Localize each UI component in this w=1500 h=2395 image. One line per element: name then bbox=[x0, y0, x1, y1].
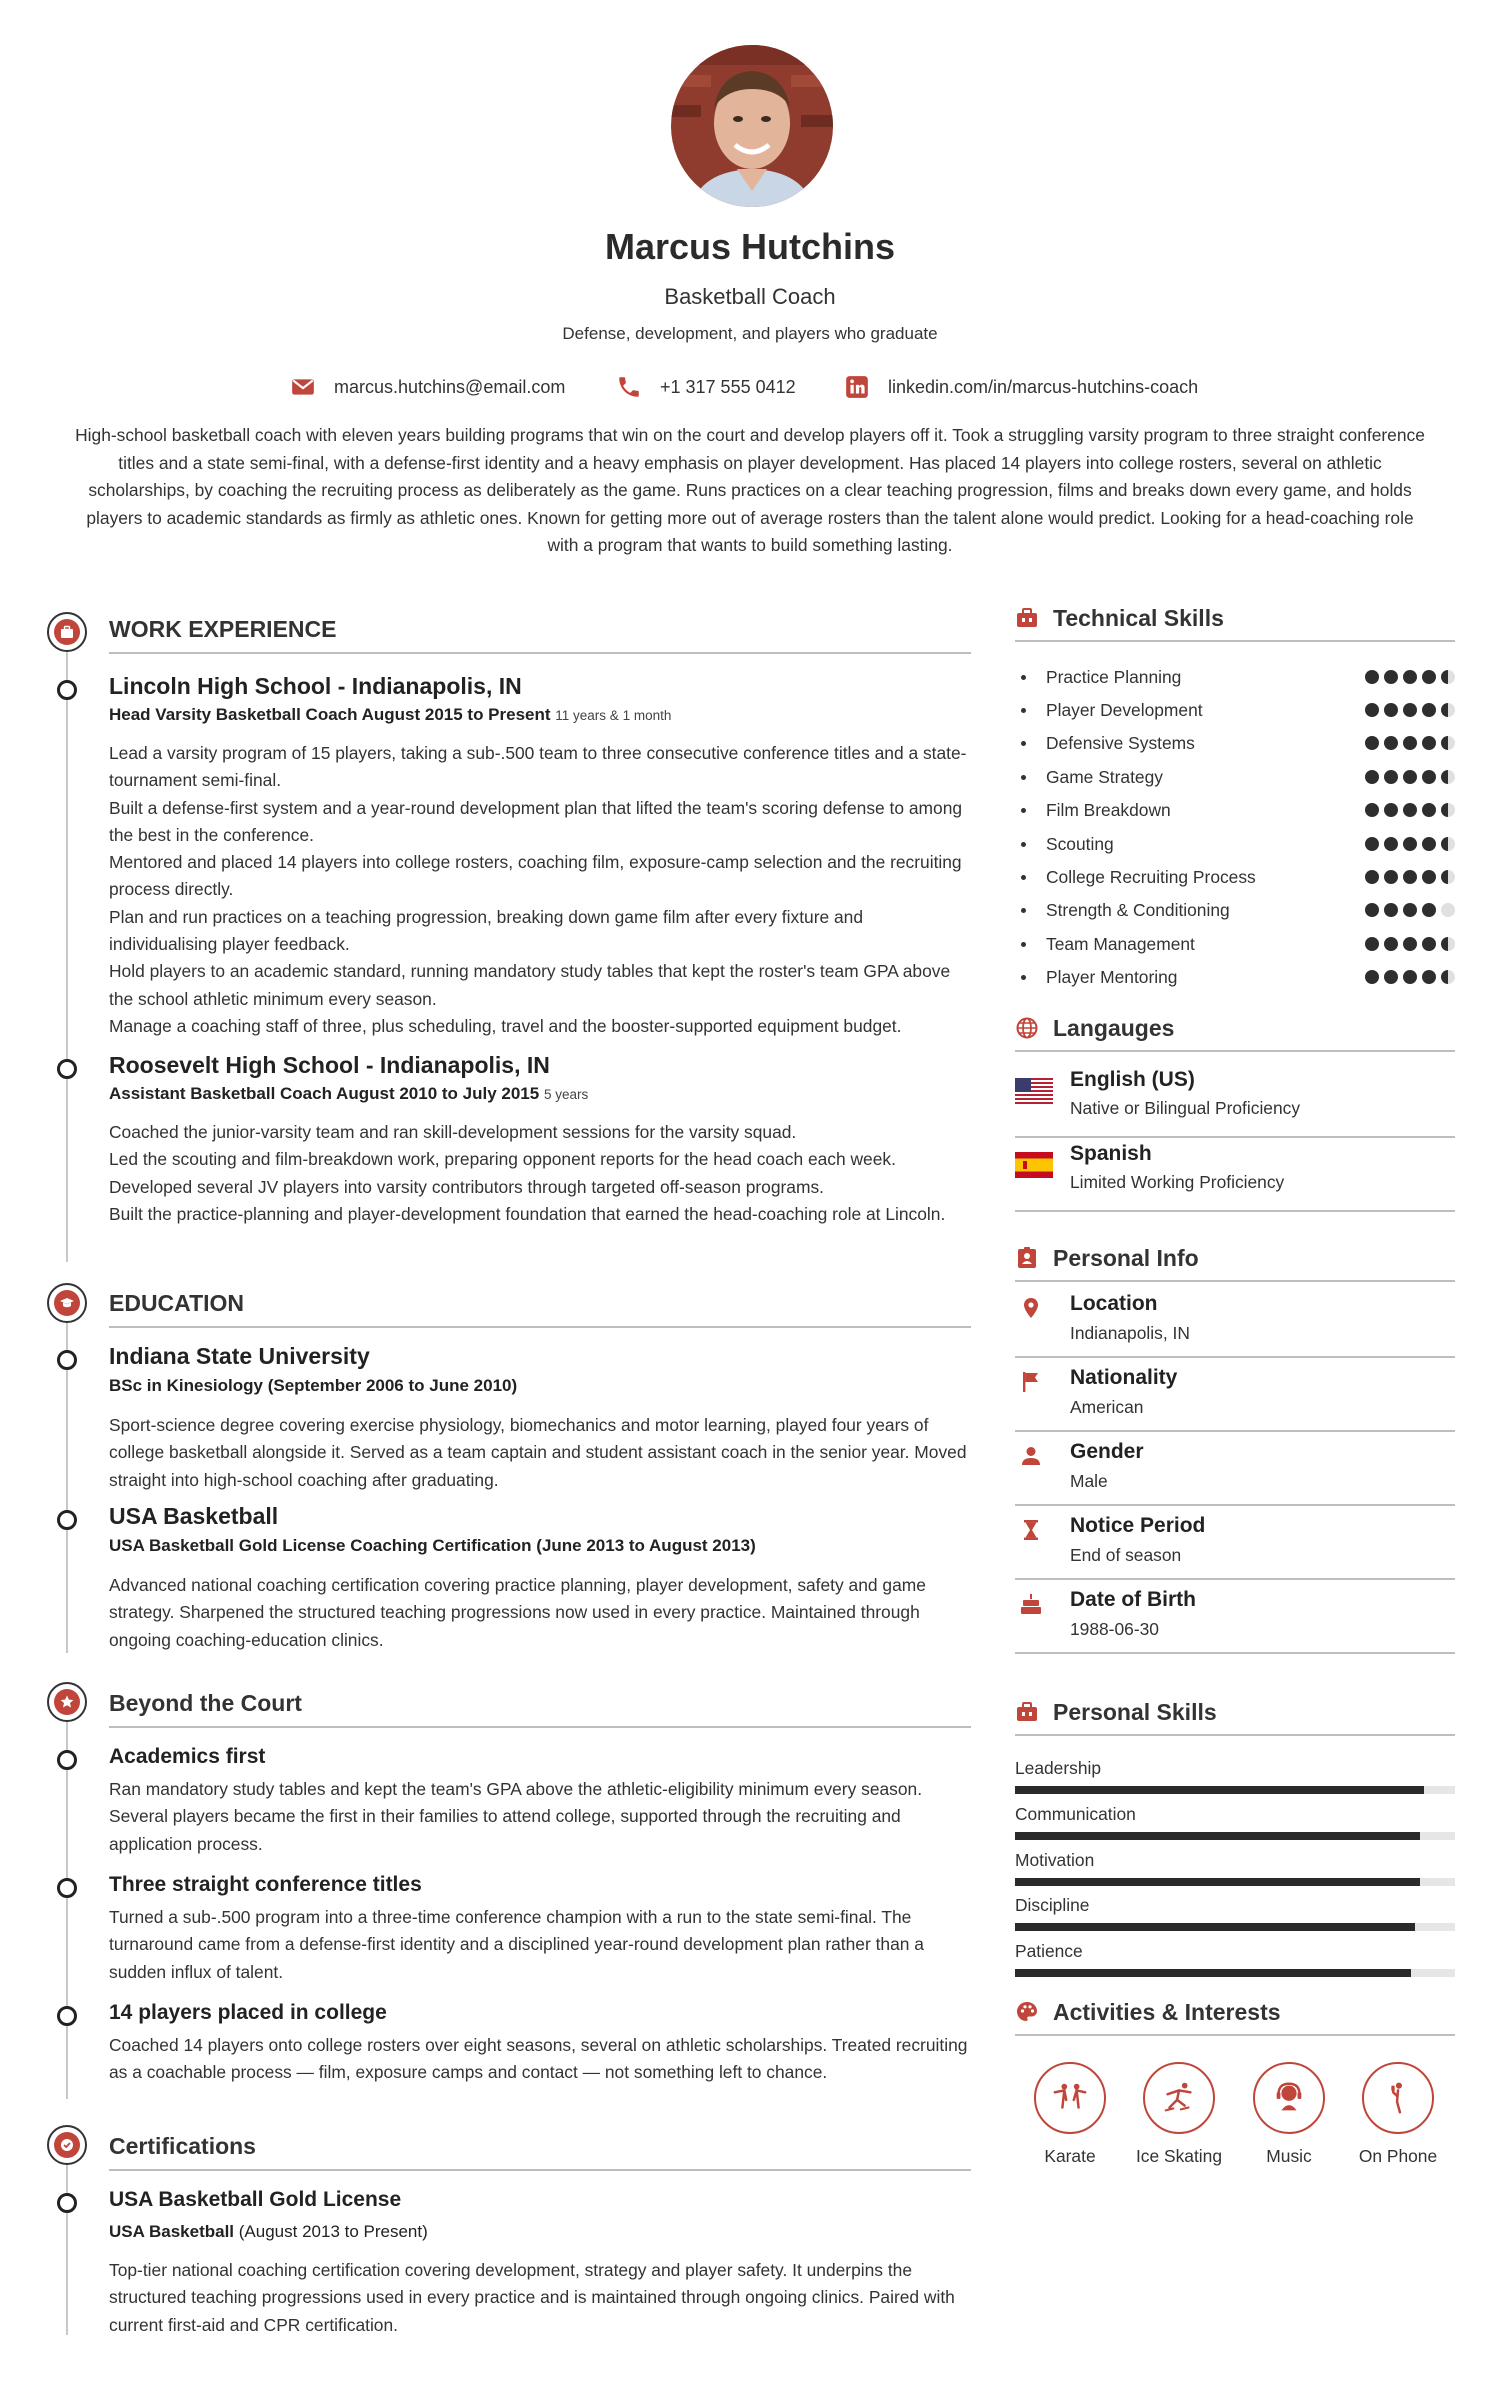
rating-dot bbox=[1365, 970, 1379, 984]
skill-rating bbox=[1360, 937, 1455, 951]
briefcase-icon bbox=[59, 624, 75, 640]
personal-skill-name: Communication bbox=[1015, 1804, 1136, 1824]
activity-label: Ice Skating bbox=[1135, 2146, 1223, 2166]
phone-contact[interactable] bbox=[616, 372, 796, 402]
rating-dot bbox=[1403, 870, 1417, 884]
list-item: Led the scouting and film-breakdown work, preparing opponent reports for the head coach each week. bbox=[109, 1149, 896, 1170]
rating-dot bbox=[1403, 903, 1417, 917]
rating-dot bbox=[1422, 703, 1436, 717]
education-section-icon bbox=[47, 1283, 87, 1323]
activity-label: Music bbox=[1266, 2146, 1312, 2166]
skill-fill bbox=[1015, 1832, 1420, 1840]
rating-dot bbox=[1365, 703, 1379, 717]
personal-skill-name: Discipline bbox=[1015, 1895, 1090, 1915]
rating-dot bbox=[1365, 837, 1379, 851]
skill-rating bbox=[1360, 770, 1455, 784]
location-pin-icon bbox=[1019, 1296, 1043, 1320]
tagline: Defense, development, and players who graduate bbox=[562, 324, 938, 343]
info-label: Notice Period bbox=[1070, 1514, 1206, 1537]
rating-dot bbox=[1384, 870, 1398, 884]
education-sub-usab: USA Basketball Gold License Coaching Certification (June 2013 to August 2013) bbox=[109, 1536, 756, 1555]
activity-label: Karate bbox=[1044, 2146, 1096, 2166]
personal-skill bbox=[1015, 1895, 1455, 1935]
timeline-dot bbox=[57, 1510, 77, 1530]
personal-info-item bbox=[1015, 1432, 1455, 1506]
activity-item bbox=[1234, 2062, 1344, 2167]
linkedin-icon bbox=[844, 374, 870, 400]
timeline-dot bbox=[57, 680, 77, 700]
rating-dot bbox=[1403, 703, 1417, 717]
personal-skill-name: Motivation bbox=[1015, 1850, 1095, 1870]
rating-dot bbox=[1422, 970, 1436, 984]
globe-icon bbox=[1015, 1016, 1039, 1040]
cert-body: Top-tier national coaching certification covering development, strategy and player safety. It underpins the structured teaching progressions used in every practice and is maintained through ongoing clinics. Paired with current first-aid and CPR certification. bbox=[109, 2260, 955, 2335]
music-icon bbox=[1270, 2079, 1308, 2117]
work-section-icon bbox=[47, 612, 87, 652]
cert-title: USA Basketball Gold License bbox=[109, 2188, 402, 2211]
rating-dot bbox=[1441, 870, 1455, 884]
job-role-text: Head Varsity Basketball Coach August 2015 to Present bbox=[109, 705, 551, 724]
list-item: Hold players to an academic standard, running mandatory study tables that kept the roster's team GPA above the school athletic minimum every season. bbox=[109, 961, 951, 1009]
email-contact[interactable] bbox=[290, 372, 565, 402]
certifications-section-icon bbox=[47, 2125, 87, 2165]
job-role-lincoln bbox=[109, 705, 969, 725]
personal-info-item bbox=[1015, 1506, 1455, 1580]
technical-skills-heading bbox=[1015, 602, 1455, 642]
bullet bbox=[1021, 875, 1026, 880]
beyond-title-titles: Three straight conference titles bbox=[109, 1873, 422, 1896]
rating-dot bbox=[1422, 736, 1436, 750]
rating-dot bbox=[1365, 736, 1379, 750]
palette-icon bbox=[1015, 2000, 1039, 2024]
toolbox-icon bbox=[1015, 1700, 1039, 1724]
rating-dot bbox=[1441, 703, 1455, 717]
rating-dot bbox=[1441, 937, 1455, 951]
list-item: Coached the junior-varsity team and ran skill-development sessions for the varsity squad. bbox=[109, 1122, 797, 1142]
skill-track bbox=[1015, 1832, 1455, 1840]
timeline-dot bbox=[57, 1059, 77, 1079]
job-bullets-roosevelt bbox=[109, 1119, 971, 1228]
skill-name: Player Development bbox=[1046, 699, 1203, 720]
timeline-dot bbox=[57, 1350, 77, 1370]
rating-dot bbox=[1365, 870, 1379, 884]
skill-track bbox=[1015, 1878, 1455, 1886]
rating-dot bbox=[1441, 903, 1455, 917]
rating-dot bbox=[1403, 670, 1417, 684]
rating-dot bbox=[1365, 770, 1379, 784]
rating-dot bbox=[1441, 837, 1455, 851]
education-body-isu: Sport-science degree covering exercise physiology, biomechanics and motor learning, played four years of college basketball alongside it. Served as a team captain and student assistant coach in the senior year. Moved straight into high-school coaching after graduating. bbox=[109, 1415, 967, 1490]
bullet bbox=[1021, 975, 1026, 980]
skill-name: Practice Planning bbox=[1046, 666, 1182, 687]
skill-fill bbox=[1015, 1969, 1411, 1977]
personal-info-item bbox=[1015, 1580, 1455, 1654]
person-icon bbox=[1019, 1444, 1043, 1468]
rating-dot bbox=[1365, 903, 1379, 917]
phone-text[interactable]: +1 317 555 0412 bbox=[660, 376, 796, 397]
languages-title: Langauges bbox=[1053, 1014, 1175, 1041]
profile-summary: High-school basketball coach with eleven years building programs that win on the court and develop players off it. Took a struggling varsity program to three straight conference titles and a state semi-final, with a defense-first identity and a heavy emphasis on player development. Has placed 14 players into college rosters, several on athletic scholarships, by coaching the recruiting process as deliberately as the game. Runs practices on a clear teaching progression, films and breaks down every game, and holds players to academic standards as firmly as athletic ones. Known for getting more out of average rosters than the talent alone would predict. Looking for a head-coaching role with a program that wants to build something lasting. bbox=[75, 425, 1425, 555]
education-heading: EDUCATION bbox=[109, 1290, 971, 1328]
rating-dot bbox=[1384, 736, 1398, 750]
avatar bbox=[671, 45, 833, 207]
rating-dot bbox=[1403, 970, 1417, 984]
email-icon bbox=[290, 374, 316, 400]
list-item: Built a defense-first system and a year-round development plan that lifted the team's scoring defense to among the best in the conference. bbox=[109, 797, 963, 845]
beyond-body-titles: Turned a sub-.500 program into a three-time conference champion with a run to the state semi-final. The turnaround came from a defense-first identity and a disciplined year-round development plan rather than a sudden influx of talent. bbox=[109, 1907, 924, 1982]
activity-item bbox=[1343, 2062, 1453, 2167]
list-item: Lead a varsity program of 15 players, taking a sub-.500 team to three consecutive conference titles and a state-tournament semi-final. bbox=[109, 743, 967, 791]
bullet bbox=[1021, 741, 1026, 746]
rating-dot bbox=[1441, 970, 1455, 984]
skill-name: Strength & Conditioning bbox=[1046, 899, 1230, 920]
activity-item bbox=[1015, 2062, 1125, 2167]
personal-info-item bbox=[1015, 1358, 1455, 1432]
list-item bbox=[1015, 732, 1455, 754]
rating-dot bbox=[1422, 870, 1436, 884]
rating-dot bbox=[1384, 937, 1398, 951]
list-item bbox=[1015, 866, 1455, 888]
job-duration: 5 years bbox=[543, 1087, 589, 1102]
activities-heading bbox=[1015, 1996, 1455, 2036]
rating-dot bbox=[1365, 803, 1379, 817]
skill-rating bbox=[1360, 703, 1455, 717]
skill-track bbox=[1015, 1786, 1455, 1794]
bullet bbox=[1021, 808, 1026, 813]
language-level: Native or Bilingual Proficiency bbox=[1070, 1098, 1301, 1118]
id-badge-icon bbox=[1015, 1246, 1039, 1270]
karate-icon bbox=[1051, 2079, 1089, 2117]
skill-rating bbox=[1360, 970, 1455, 984]
education-title-isu: Indiana State University bbox=[109, 1343, 370, 1369]
beyond-body-college: Coached 14 players onto college rosters over eight seasons, several on athletic scholarships. Treated recruiting as a coachable process — film, exposure camps and contact — not something left to chance. bbox=[109, 2035, 968, 2083]
language-name: English (US) bbox=[1070, 1068, 1195, 1091]
rating-dot bbox=[1422, 770, 1436, 784]
bullet bbox=[1021, 708, 1026, 713]
skill-name: Game Strategy bbox=[1046, 766, 1163, 787]
language-name: Spanish bbox=[1070, 1142, 1152, 1165]
bullet bbox=[1021, 775, 1026, 780]
certificate-badge-icon bbox=[59, 2137, 75, 2153]
spain-flag-icon bbox=[1015, 1152, 1053, 1178]
rating-dot bbox=[1365, 670, 1379, 684]
phone-icon bbox=[616, 374, 642, 400]
job-title: Basketball Coach bbox=[664, 284, 836, 309]
list-item bbox=[1015, 899, 1455, 921]
rating-dot bbox=[1384, 837, 1398, 851]
info-value: Male bbox=[1070, 1471, 1108, 1491]
job-duration: 11 years & 1 month bbox=[555, 708, 672, 723]
rating-dot bbox=[1441, 736, 1455, 750]
rating-dot bbox=[1384, 703, 1398, 717]
skill-rating bbox=[1360, 903, 1455, 917]
cert-issuer-line bbox=[109, 2222, 969, 2242]
certifications-heading: Certifications bbox=[109, 2133, 971, 2171]
rating-dot bbox=[1441, 670, 1455, 684]
job-role-roosevelt bbox=[109, 1084, 969, 1104]
personal-skill bbox=[1015, 1758, 1455, 1798]
skill-track bbox=[1015, 1969, 1455, 1977]
list-item: Mentored and placed 14 players into college rosters, coaching film, exposure-camp selection and the recruiting process directly. bbox=[109, 852, 962, 900]
skill-rating bbox=[1360, 736, 1455, 750]
list-item: Manage a coaching staff of three, plus scheduling, travel and the booster-supported equipment budget. bbox=[109, 1015, 902, 1036]
rating-dot bbox=[1384, 770, 1398, 784]
personal-info-item bbox=[1015, 1284, 1455, 1358]
rating-dot bbox=[1422, 937, 1436, 951]
ice-skating-icon bbox=[1160, 2079, 1198, 2117]
timeline-dot bbox=[57, 1878, 77, 1898]
cake-icon bbox=[1019, 1592, 1043, 1616]
list-item bbox=[1015, 833, 1455, 855]
activities-title: Activities & Interests bbox=[1053, 1998, 1281, 2025]
rating-dot bbox=[1403, 803, 1417, 817]
rating-dot bbox=[1384, 970, 1398, 984]
personal-info-heading bbox=[1015, 1242, 1455, 1282]
timeline-line bbox=[66, 632, 68, 1262]
rating-dot bbox=[1403, 770, 1417, 784]
bullet bbox=[1021, 842, 1026, 847]
skill-rating bbox=[1360, 803, 1455, 817]
rating-dot bbox=[1422, 670, 1436, 684]
bullet bbox=[1021, 908, 1026, 913]
languages-heading bbox=[1015, 1012, 1455, 1052]
info-value: Indianapolis, IN bbox=[1070, 1323, 1190, 1343]
personal-info-title: Personal Info bbox=[1053, 1244, 1199, 1271]
rating-dot bbox=[1365, 937, 1379, 951]
timeline-dot bbox=[57, 2006, 77, 2026]
list-item bbox=[1015, 966, 1455, 988]
personal-skills-title: Personal Skills bbox=[1053, 1698, 1217, 1725]
rating-dot bbox=[1422, 903, 1436, 917]
skill-name: Film Breakdown bbox=[1046, 799, 1171, 820]
beyond-title-academics: Academics first bbox=[109, 1745, 266, 1768]
list-item: Built the practice-planning and player-development foundation that earned the head-coaching role at Lincoln. bbox=[109, 1203, 946, 1224]
star-badge-icon bbox=[59, 1694, 75, 1710]
list-item bbox=[1015, 799, 1455, 821]
info-value: 1988-06-30 bbox=[1070, 1619, 1159, 1639]
job-bullets-lincoln bbox=[109, 740, 971, 1040]
info-value: American bbox=[1070, 1397, 1144, 1417]
beyond-body-academics: Ran mandatory study tables and kept the team's GPA above the athletic-eligibility minimum every season. Several players became the first in their families to attend college, supported through the recruiting and application process. bbox=[109, 1779, 923, 1854]
work-experience-heading: WORK EXPERIENCE bbox=[109, 616, 971, 654]
skill-name: Team Management bbox=[1046, 933, 1195, 954]
education-title-usab: USA Basketball bbox=[109, 1503, 279, 1529]
job-title-lincoln: Lincoln High School - Indianapolis, IN bbox=[109, 673, 522, 699]
personal-skill-name: Leadership bbox=[1015, 1758, 1102, 1778]
skill-name: Player Mentoring bbox=[1046, 966, 1178, 987]
bullet bbox=[1021, 675, 1026, 680]
rating-dot bbox=[1403, 837, 1417, 851]
graduation-cap-icon bbox=[59, 1295, 75, 1311]
timeline-dot bbox=[57, 1750, 77, 1770]
skill-name: College Recruiting Process bbox=[1046, 866, 1256, 887]
info-label: Nationality bbox=[1070, 1366, 1178, 1389]
rating-dot bbox=[1384, 670, 1398, 684]
skill-fill bbox=[1015, 1878, 1420, 1886]
technical-skills-title: Technical Skills bbox=[1053, 604, 1224, 631]
language-item bbox=[1015, 1064, 1455, 1138]
info-label: Date of Birth bbox=[1070, 1588, 1196, 1611]
rating-dot bbox=[1422, 803, 1436, 817]
us-flag-icon bbox=[1015, 1078, 1053, 1104]
skill-name: Defensive Systems bbox=[1046, 732, 1195, 753]
personal-skill bbox=[1015, 1804, 1455, 1844]
cert-issuer: USA Basketball bbox=[109, 2222, 235, 2241]
hourglass-icon bbox=[1019, 1518, 1043, 1542]
beyond-section-icon bbox=[47, 1682, 87, 1722]
contact-bar bbox=[0, 372, 1500, 402]
list-item: Developed several JV players into varsity contributors through targeted off-season programs. bbox=[109, 1176, 824, 1197]
list-item bbox=[1015, 766, 1455, 788]
rating-dot bbox=[1422, 837, 1436, 851]
list-item bbox=[1015, 699, 1455, 721]
list-item: Plan and run practices on a teaching progression, breaking down game film after every fixture and individualising player feedback. bbox=[109, 906, 864, 955]
language-level: Limited Working Proficiency bbox=[1070, 1172, 1285, 1192]
timeline-dot bbox=[57, 2193, 77, 2213]
education-body-usab: Advanced national coaching certification covering practice planning, player development, safety and game strategy. Sharpened the structured teaching progressions now used in every practice. Maintained through ongoing coaching-education clinics. bbox=[109, 1575, 926, 1650]
info-label: Gender bbox=[1070, 1440, 1144, 1463]
skill-fill bbox=[1015, 1786, 1424, 1794]
personal-skill bbox=[1015, 1941, 1455, 1981]
rating-dot bbox=[1403, 937, 1417, 951]
rating-dot bbox=[1403, 736, 1417, 750]
rating-dot bbox=[1384, 803, 1398, 817]
skill-rating bbox=[1360, 670, 1455, 684]
skill-rating bbox=[1360, 870, 1455, 884]
job-role-text: Assistant Basketball Coach August 2010 to July 2015 bbox=[109, 1084, 540, 1103]
job-title-roosevelt: Roosevelt High School - Indianapolis, IN bbox=[109, 1052, 550, 1078]
skill-name: Scouting bbox=[1046, 833, 1114, 854]
list-item bbox=[1015, 666, 1455, 688]
language-item bbox=[1015, 1138, 1455, 1212]
rating-dot bbox=[1384, 903, 1398, 917]
rating-dot bbox=[1441, 803, 1455, 817]
personal-skill-name: Patience bbox=[1015, 1941, 1083, 1961]
personal-skill bbox=[1015, 1850, 1455, 1890]
toolbox-icon bbox=[1015, 606, 1039, 630]
beyond-heading: Beyond the Court bbox=[109, 1690, 971, 1728]
phone-person-icon bbox=[1379, 2079, 1417, 2117]
education-sub-isu: BSc in Kinesiology (September 2006 to June 2010) bbox=[109, 1376, 518, 1395]
skill-track bbox=[1015, 1923, 1455, 1931]
beyond-title-college: 14 players placed in college bbox=[109, 2001, 387, 2024]
info-value: End of season bbox=[1070, 1545, 1182, 1565]
flag-icon bbox=[1019, 1370, 1043, 1394]
list-item bbox=[1015, 933, 1455, 955]
timeline-line bbox=[66, 2145, 68, 2335]
skill-fill bbox=[1015, 1923, 1415, 1931]
personal-skills-heading bbox=[1015, 1696, 1455, 1736]
rating-dot bbox=[1441, 770, 1455, 784]
info-label: Location bbox=[1070, 1292, 1158, 1315]
linkedin-text[interactable]: linkedin.com/in/marcus-hutchins-coach bbox=[888, 376, 1199, 397]
skill-rating bbox=[1360, 837, 1455, 851]
email-text[interactable]: marcus.hutchins@email.com bbox=[334, 376, 566, 397]
candidate-name: Marcus Hutchins bbox=[604, 226, 896, 267]
linkedin-contact[interactable] bbox=[844, 372, 1198, 402]
activity-item bbox=[1124, 2062, 1234, 2167]
bullet bbox=[1021, 942, 1026, 947]
activity-label: On Phone bbox=[1358, 2146, 1438, 2166]
cert-dates: (August 2013 to Present) bbox=[238, 2222, 428, 2241]
